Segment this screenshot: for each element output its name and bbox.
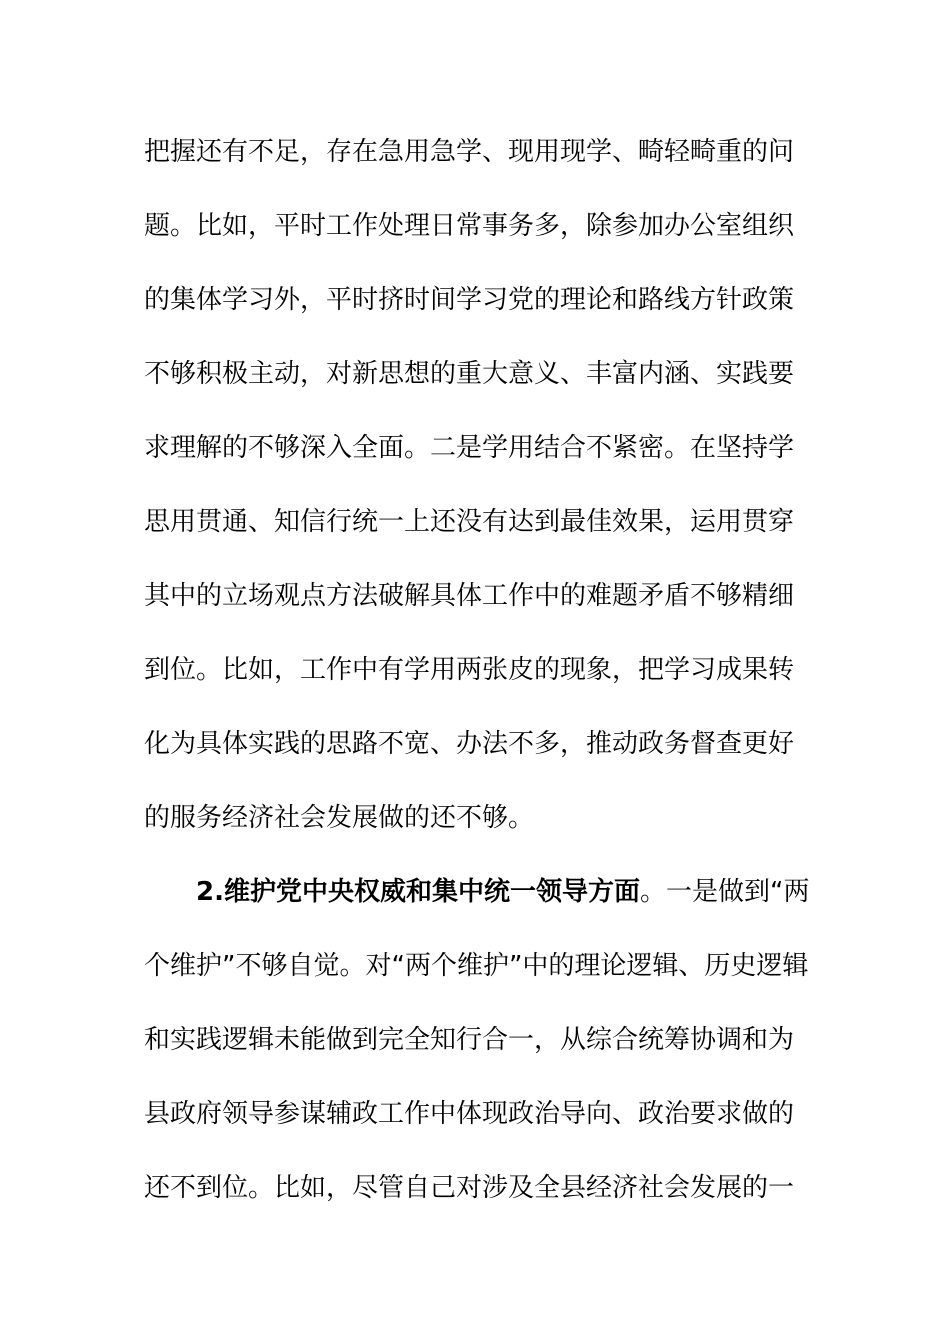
text-line: 的服务经济社会发展做的还不够。 xyxy=(144,803,535,833)
text-line: 到位。比如，工作中有学用两张皮的现象，把学习成果转 xyxy=(144,655,795,685)
text-line: 个维护”不够自觉。对“两个维护”中的理论逻辑、历史逻辑 xyxy=(144,951,809,981)
text-line: 其中的立场观点方法破解具体工作中的难题矛盾不够精细 xyxy=(144,581,795,611)
text-line: 的集体学习外，平时挤时间学习党的理论和路线方针政策 xyxy=(144,285,795,315)
section-heading-rest: 。一是做到“两 xyxy=(639,877,810,907)
text-line: 化为具体实践的思路不宽、办法不多，推动政务督查更好 xyxy=(144,729,795,759)
text-line: 求理解的不够深入全面。二是学用结合不紧密。在坚持学 xyxy=(144,433,795,463)
text-line: 县政府领导参谋辅政工作中体现政治导向、政治要求做的 xyxy=(144,1099,795,1129)
section-heading-line xyxy=(144,855,809,929)
document-body xyxy=(144,115,809,1225)
text-line: 把握还有不足，存在急用急学、现用现学、畸轻畸重的问 xyxy=(144,137,795,167)
text-line: 还不到位。比如，尽管自己对涉及全县经济社会发展的一 xyxy=(144,1173,795,1203)
text-line: 和实践逻辑未能做到完全知行合一，从综合统筹协调和为 xyxy=(144,1025,795,1055)
section-heading: 2.维护党中央权威和集中统一领导方面 xyxy=(196,877,640,907)
text-line: 思用贯通、知信行统一上还没有达到最佳效果，运用贯穿 xyxy=(144,507,795,537)
text-line: 不够积极主动，对新思想的重大意义、丰富内涵、实践要 xyxy=(144,359,795,389)
text-line: 题。比如，平时工作处理日常事务多，除参加办公室组织 xyxy=(144,211,795,241)
